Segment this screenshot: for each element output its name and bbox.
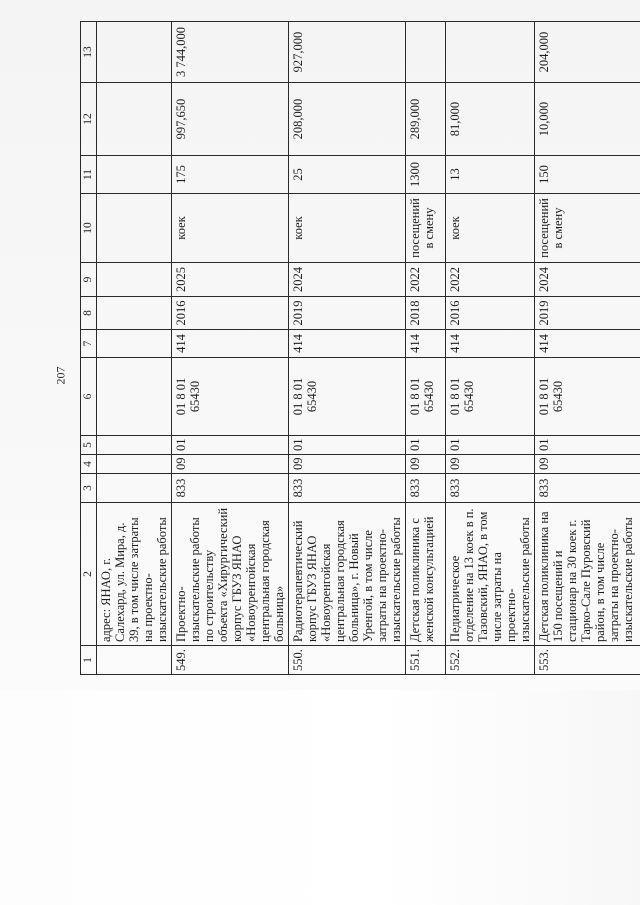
table-row — [406, 22, 446, 675]
cell-expense-type: 414 — [535, 330, 640, 358]
cell-code — [97, 474, 172, 503]
object-name: Детская поликлиника на 150 посещений и стационар на 30 коек г. Тарко-Сале Пуровский район, в том числе затраты на проектно-изыскательские работы — [535, 503, 640, 646]
column-header: 8 — [81, 297, 97, 330]
cell-start-year: 2019 — [289, 297, 406, 330]
cell-code: 833 — [446, 474, 535, 503]
cell-amount-2: 3 744,000 — [172, 22, 289, 83]
page-number: 207 — [53, 366, 68, 385]
cell-end-year: 2022 — [406, 263, 446, 297]
cell-section — [97, 455, 172, 474]
cell-subsection: 01 — [446, 436, 535, 455]
cell-unit: посещений в смену — [535, 194, 640, 263]
cell-amount-2: 927,000 — [289, 22, 406, 83]
cell-expense-type — [97, 330, 172, 358]
column-header: 10 — [81, 194, 97, 263]
cell-subsection — [97, 436, 172, 455]
cell-capacity: 150 — [535, 156, 640, 194]
cell-capacity: 175 — [172, 156, 289, 194]
cell-target-article: 01 8 01 65430 — [406, 358, 446, 436]
cell-code: 833 — [535, 474, 640, 503]
cell-section: 09 — [172, 455, 289, 474]
cell-expense-type: 414 — [446, 330, 535, 358]
cell-target-article: 01 8 01 65430 — [535, 358, 640, 436]
cell-end-year: 2025 — [172, 263, 289, 297]
cell-code: 833 — [406, 474, 446, 503]
cell-target-article: 01 8 01 65430 — [446, 358, 535, 436]
cell-capacity: 13 — [446, 156, 535, 194]
object-name: Радиотерапевтический корпус ГБУЗ ЯНАО «Новоуренгойская центральная городская больница», г. Новый Уренгой, в том числе затраты на проектно-изыскательские работы — [289, 503, 406, 646]
budget-table — [80, 21, 640, 675]
cell-section: 09 — [535, 455, 640, 474]
row-number: 551. — [406, 646, 446, 675]
object-name: Педиатрическое отделение на 13 коек в п. Тазовский, ЯНАО, в том числе затраты на проектно-изыскательские работы — [446, 503, 535, 646]
cell-section: 09 — [446, 455, 535, 474]
cell-unit: коек — [172, 194, 289, 263]
cell-amount-2 — [406, 22, 446, 83]
table-row — [289, 22, 406, 675]
cell-expense-type: 414 — [289, 330, 406, 358]
table-row — [97, 22, 172, 675]
cell-subsection: 01 — [289, 436, 406, 455]
table-header-row — [81, 22, 97, 675]
column-header: 12 — [81, 83, 97, 156]
table-row — [172, 22, 289, 675]
cell-amount-1: 10,000 — [535, 83, 640, 156]
cell-expense-type: 414 — [172, 330, 289, 358]
cell-amount-2 — [446, 22, 535, 83]
row-number: 550. — [289, 646, 406, 675]
object-name: Детская поликлиника с женской консультацией — [406, 503, 446, 646]
cell-subsection: 01 — [535, 436, 640, 455]
column-header: 9 — [81, 263, 97, 297]
cell-capacity: 25 — [289, 156, 406, 194]
cell-unit — [97, 194, 172, 263]
cell-capacity — [97, 156, 172, 194]
cell-capacity: 1300 — [406, 156, 446, 194]
object-name: Проектно-изыскательские работы по строительству объекта «Хирургический корпус ГБУЗ ЯНАО «Новоуренгойская центральная городская больница» — [172, 503, 289, 646]
cell-amount-2 — [97, 22, 172, 83]
cell-code: 833 — [289, 474, 406, 503]
table-row — [535, 22, 640, 675]
cell-start-year: 2019 — [535, 297, 640, 330]
cell-start-year: 2018 — [406, 297, 446, 330]
cell-amount-1: 997,650 — [172, 83, 289, 156]
cell-end-year: 2024 — [535, 263, 640, 297]
column-header: 6 — [81, 358, 97, 436]
cell-amount-1: 289,000 — [406, 83, 446, 156]
row-number — [97, 646, 172, 675]
table-row — [446, 22, 535, 675]
row-number: 553. — [535, 646, 640, 675]
cell-target-article: 01 8 01 65430 — [172, 358, 289, 436]
cell-section: 09 — [406, 455, 446, 474]
cell-end-year: 2024 — [289, 263, 406, 297]
cell-unit: коек — [289, 194, 406, 263]
cell-target-article — [97, 358, 172, 436]
column-header: 3 — [81, 474, 97, 503]
cell-start-year — [97, 297, 172, 330]
column-header: 5 — [81, 436, 97, 455]
column-header: 7 — [81, 330, 97, 358]
row-number: 552. — [446, 646, 535, 675]
cell-amount-2: 204,000 — [535, 22, 640, 83]
cell-amount-1: 81,000 — [446, 83, 535, 156]
cell-end-year — [97, 263, 172, 297]
column-header: 11 — [81, 156, 97, 194]
cell-subsection: 01 — [406, 436, 446, 455]
column-header: 2 — [81, 503, 97, 646]
column-header: 4 — [81, 455, 97, 474]
rotated-table-container — [80, 22, 640, 675]
cell-code: 833 — [172, 474, 289, 503]
cell-end-year: 2022 — [446, 263, 535, 297]
cell-target-article: 01 8 01 65430 — [289, 358, 406, 436]
object-name: адрес: ЯНАО, г. Салехард, ул. Мира, д. 39, в том числе затраты на проектно-изыскательские работы — [97, 503, 172, 646]
cell-start-year: 2016 — [172, 297, 289, 330]
row-number: 549. — [172, 646, 289, 675]
column-header: 1 — [81, 646, 97, 675]
cell-section: 09 — [289, 455, 406, 474]
cell-expense-type: 414 — [406, 330, 446, 358]
cell-subsection: 01 — [172, 436, 289, 455]
cell-amount-1: 208,000 — [289, 83, 406, 156]
column-header: 13 — [81, 22, 97, 83]
cell-start-year: 2016 — [446, 297, 535, 330]
cell-unit: коек — [446, 194, 535, 263]
cell-amount-1 — [97, 83, 172, 156]
cell-unit: посещений в смену — [406, 194, 446, 263]
